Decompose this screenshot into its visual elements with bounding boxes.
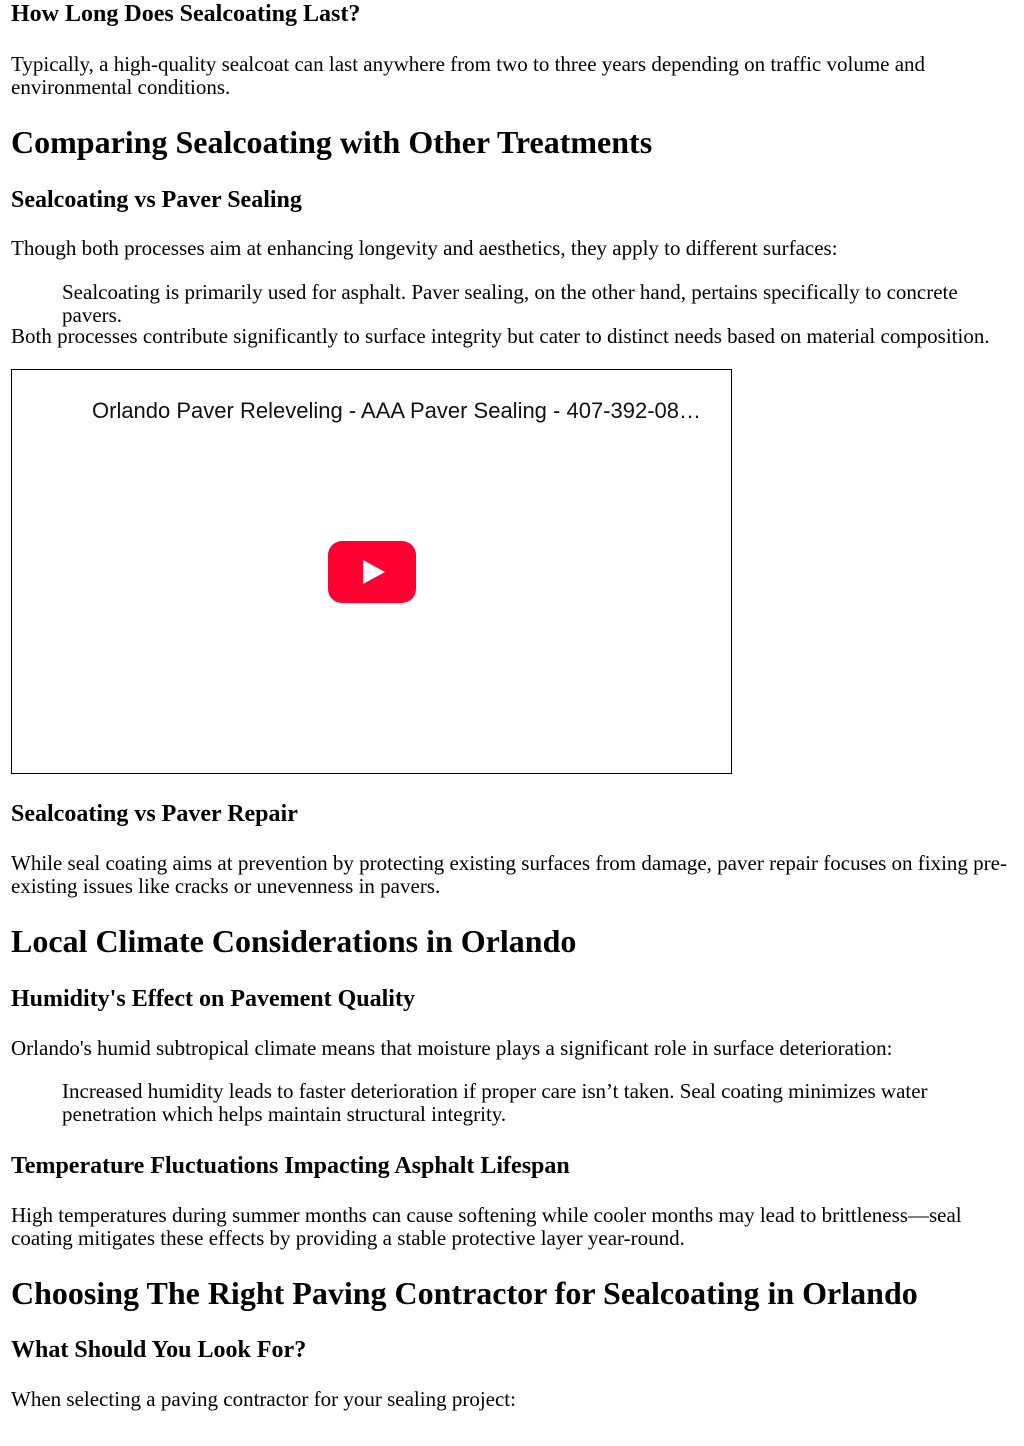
- paragraph-sealcoat-lifespan: Typically, a high-quality sealcoat can last anywhere from two to three years depending on traffic volume and environmental conditions.: [11, 52, 926, 99]
- heading-local-climate: Local Climate Considerations in Orlando: [11, 923, 577, 959]
- paragraph-sealing-intro: Though both processes aim at enhancing longevity and aesthetics, they apply to different surfaces:: [11, 236, 838, 260]
- heading-sealcoating-vs-paver-repair: Sealcoating vs Paver Repair: [11, 801, 298, 827]
- heading-temperature-fluctuations: Temperature Fluctuations Impacting Asphalt Lifespan: [11, 1153, 570, 1179]
- heading-choosing-contractor: Choosing The Right Paving Contractor for Sealcoating in Orlando: [11, 1275, 918, 1311]
- paragraph-humidity-intro: Orlando's humid subtropical climate means that moisture plays a significant role in surface deterioration:: [11, 1036, 893, 1060]
- heading-how-long-sealcoating-last: How Long Does Sealcoating Last?: [11, 1, 361, 27]
- heading-humidity-effect: Humidity's Effect on Pavement Quality: [11, 986, 415, 1012]
- paragraph-sealing-conclusion: Both processes contribute significantly to surface integrity but cater to distinct needs based on material composition.: [11, 324, 990, 348]
- embedded-video-player[interactable]: [11, 369, 732, 774]
- paragraph-temperature: High temperatures during summer months can cause softening while cooler months may lead to brittleness—seal coating mitigates these effects by providing a stable protective layer year-round.: [11, 1203, 962, 1250]
- blockquote-sealing-difference: Sealcoating is primarily used for asphalt. Paver sealing, on the other hand, pertains specifically to concrete pavers.: [62, 280, 958, 327]
- heading-what-to-look-for: What Should You Look For?: [11, 1337, 307, 1363]
- paragraph-paver-repair: While seal coating aims at prevention by protecting existing surfaces from damage, paver repair focuses on fixing pre-existing issues like cracks or unevenness in pavers.: [11, 851, 1007, 898]
- youtube-play-icon[interactable]: [328, 541, 416, 603]
- video-title[interactable]: Orlando Paver Releveling - AAA Paver Sealing - 407-392-08…: [92, 398, 702, 423]
- heading-comparing-treatments: Comparing Sealcoating with Other Treatments: [11, 124, 653, 160]
- paragraph-selecting-contractor: When selecting a paving contractor for your sealing project:: [11, 1387, 516, 1411]
- blockquote-humidity: Increased humidity leads to faster deterioration if proper care isn’t taken. Seal coating minimizes water penetration which helps maintain structural integrity.: [62, 1079, 928, 1126]
- heading-sealcoating-vs-paver-sealing: Sealcoating vs Paver Sealing: [11, 187, 302, 213]
